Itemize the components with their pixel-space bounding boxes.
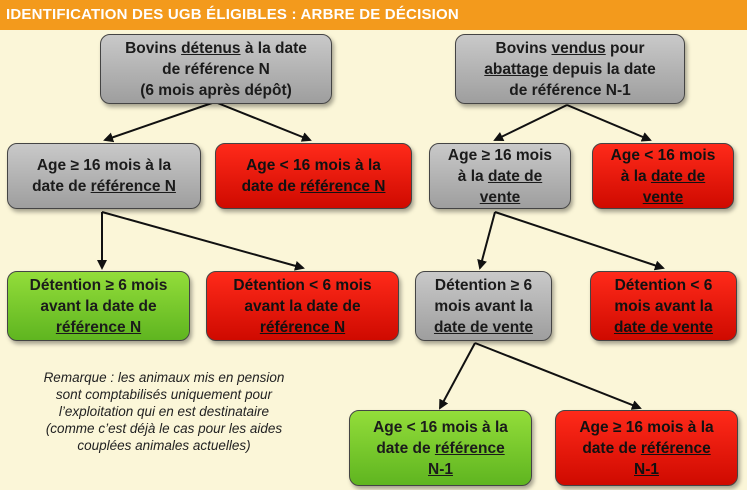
node-age-lt16-vente: Age < 16 mois à la date de vente [592,143,734,209]
node-detention-lt6-vente: Détention < 6 mois avant la date de vente [590,271,737,341]
arrow-sold-to-age-ok [495,105,567,140]
node-final-age-lt16-ref-n1: Age < 16 mois à la date de référence N-1 [349,410,532,486]
arrow-sold-to-age-ko [567,105,650,140]
node-age-ge16-vente: Age ≥ 16 mois à la date de vente [429,143,571,209]
node-detention-ge6-ref-n: Détention ≥ 6 mois avant la date de référence N [7,271,190,341]
arrow-det-to-final-ok [440,343,475,408]
arrow-det-to-final-ko [475,343,640,408]
arrow-soldage-to-det-ko [495,212,663,268]
node-bovins-detenus: Bovins détenus à la date de référence N (6 mois après dépôt) [100,34,332,104]
arrow-held-to-age-ko [215,102,310,140]
node-age-lt16-ref-n: Age < 16 mois à la date de référence N [215,143,412,209]
arrow-held-to-age-ok [105,102,215,140]
header-title: IDENTIFICATION DES UGB ÉLIGIBLES : ARBRE DE DÉCISION [6,6,459,23]
arrow-soldage-to-det-ok [480,212,495,268]
node-age-ge16-ref-n: Age ≥ 16 mois à la date de référence N [7,143,201,209]
node-detention-lt6-ref-n: Détention < 6 mois avant la date de référence N [206,271,399,341]
node-detention-ge6-vente: Détention ≥ 6 mois avant la date de vente [415,271,552,341]
node-final-age-ge16-ref-n1: Age ≥ 16 mois à la date de référence N-1 [555,410,738,486]
remark-note: Remarque : les animaux mis en pension sont comptabilisés uniquement pour l’exploitation qui en est destinataire (comme c’est déjà le cas pour les aides couplées animales actuelles) [43,370,285,453]
node-bovins-vendus: Bovins vendus pour abattage depuis la date de référence N-1 [455,34,685,104]
arrow-ageok-to-det-ko [102,212,303,268]
